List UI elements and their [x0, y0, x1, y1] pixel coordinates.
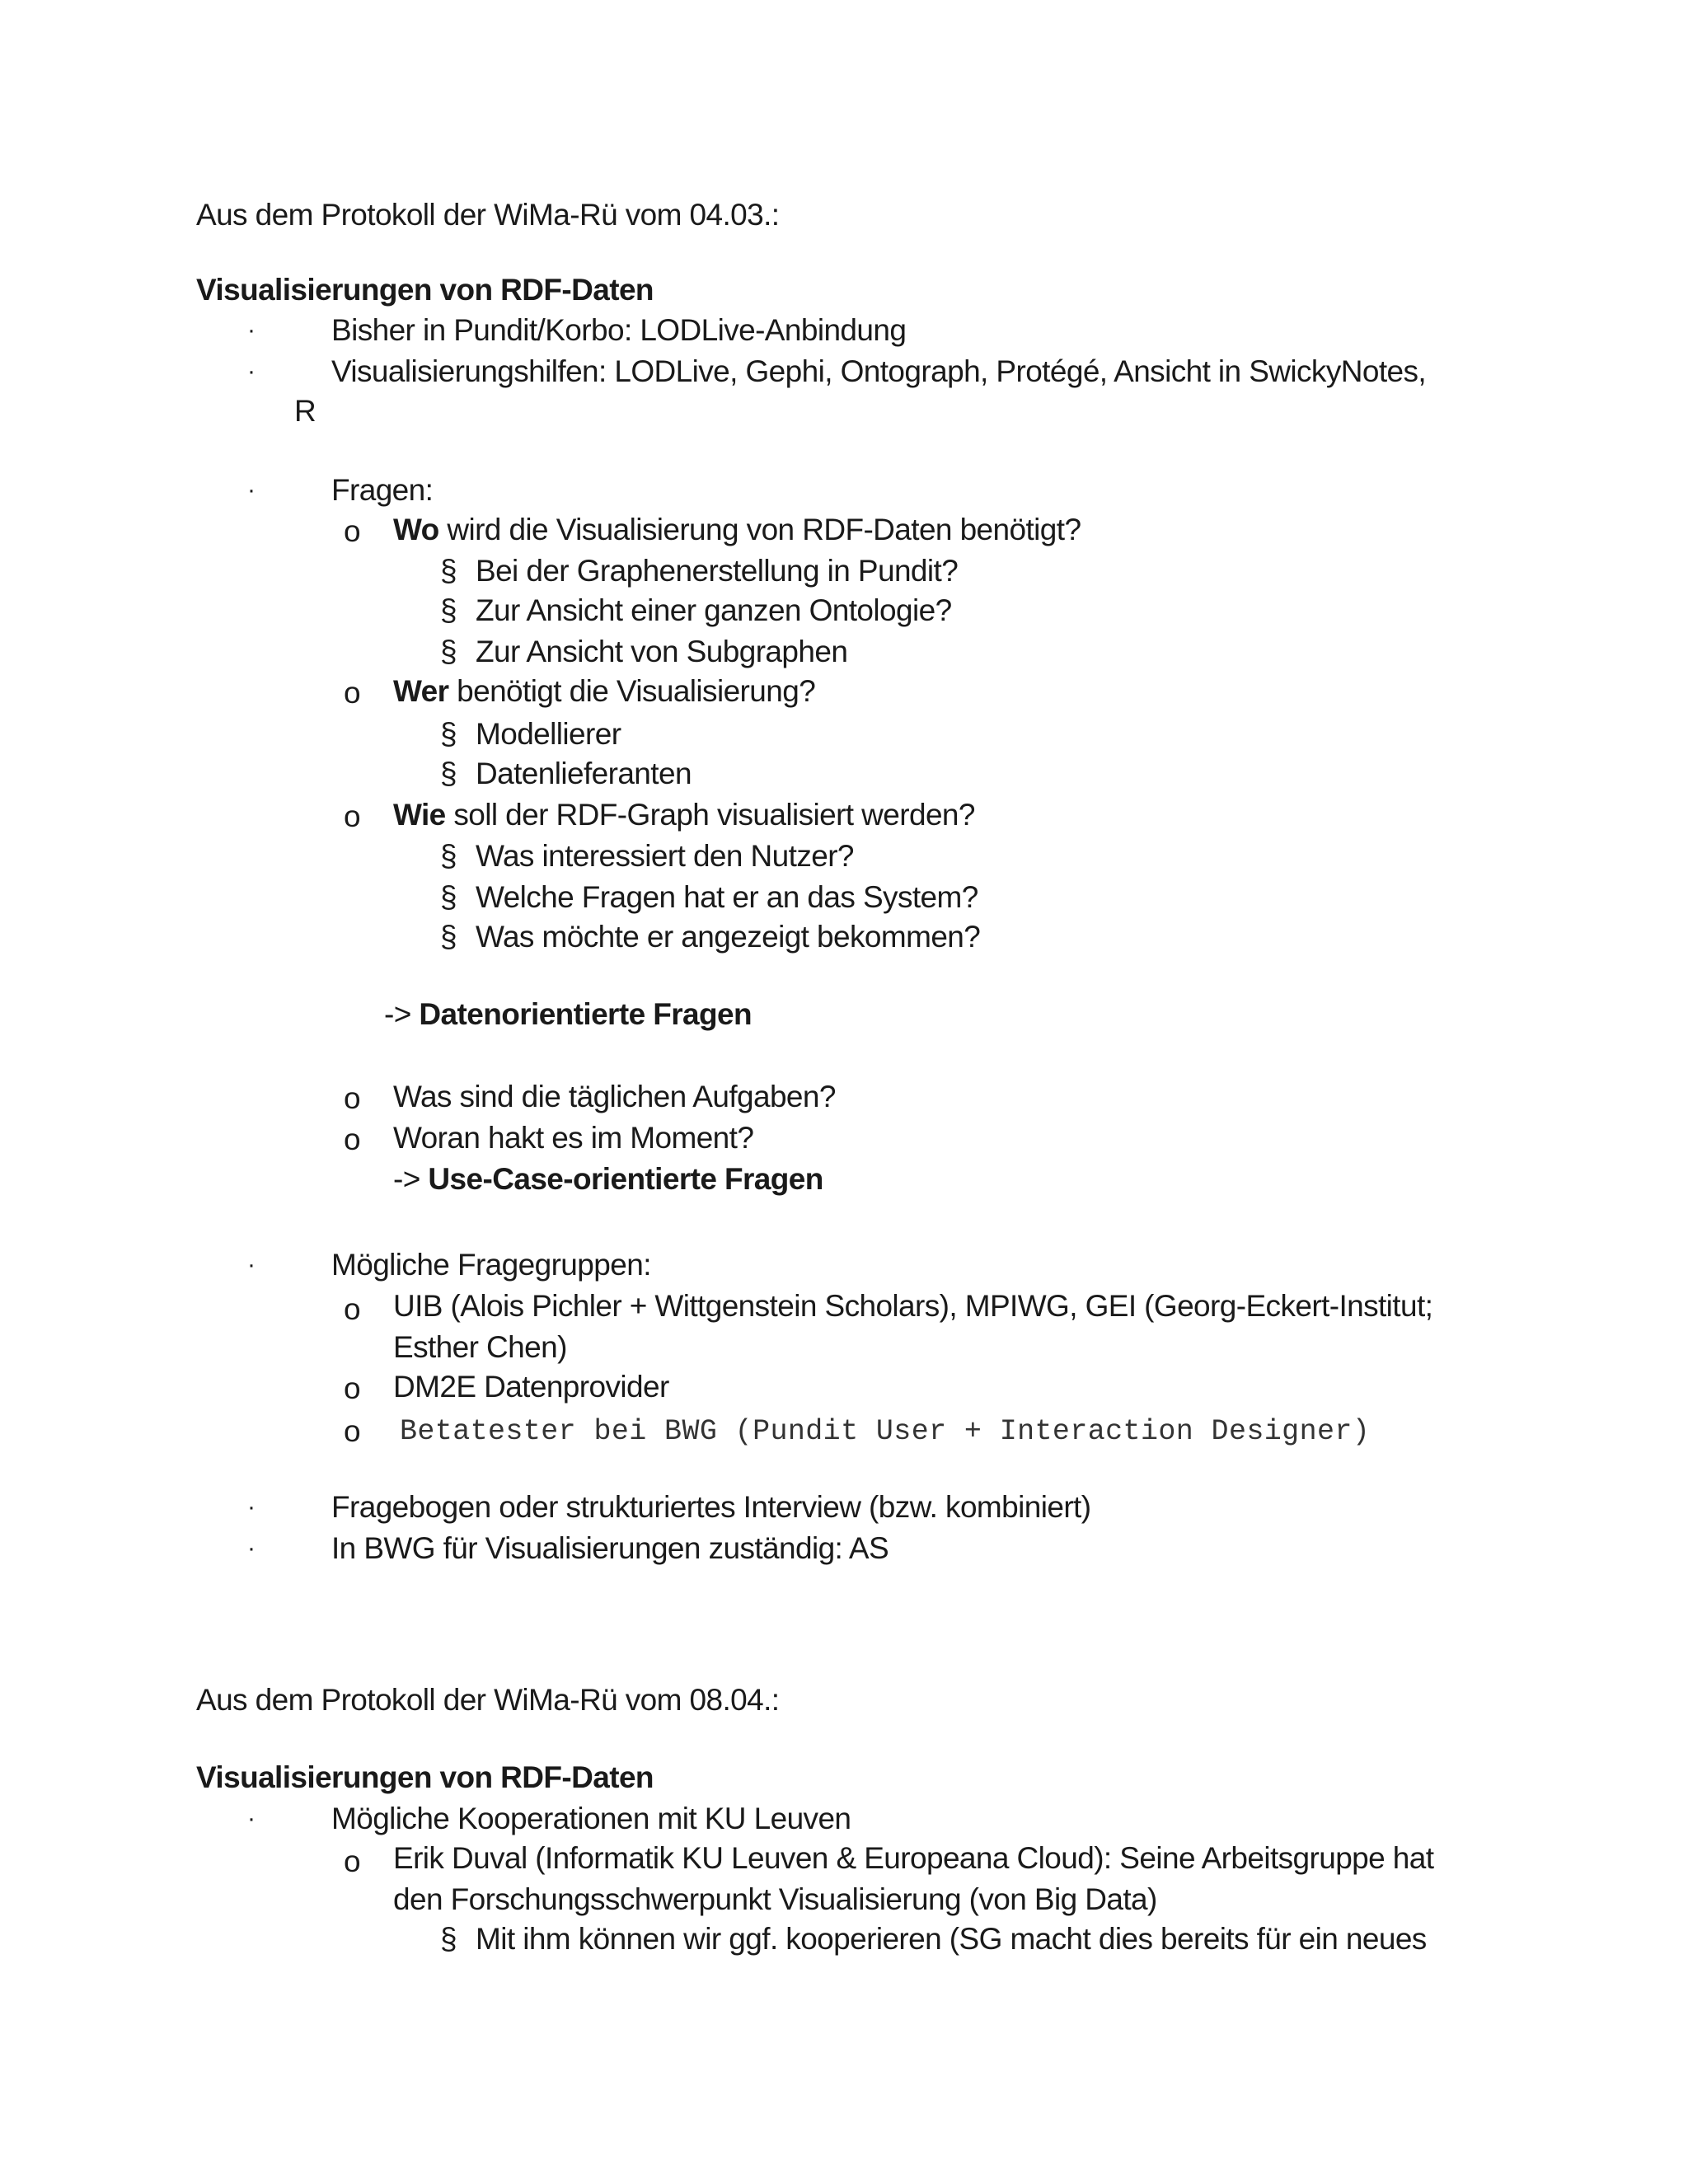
- list-item: Fragen:: [331, 473, 434, 507]
- list-item: DM2E Datenprovider: [393, 1370, 669, 1404]
- conclusion-datenorientiert: [384, 996, 752, 1033]
- list-item: Was möchte er angezeigt bekommen?: [476, 920, 981, 954]
- question-wie: [393, 796, 975, 834]
- conclusion-label: Datenorientierte Fragen: [419, 997, 752, 1031]
- section-marker: §: [440, 593, 457, 627]
- list-item: Welche Fragen hat er an das System?: [476, 880, 978, 914]
- bullet-marker: ·: [247, 1535, 256, 1562]
- circle-marker: o: [344, 1371, 361, 1405]
- list-item: In BWG für Visualisierungen zuständig: AS: [331, 1531, 889, 1565]
- circle-marker: o: [344, 1292, 361, 1326]
- list-item: Was sind die täglichen Aufgaben?: [393, 1080, 836, 1113]
- list-item: Woran hakt es im Moment?: [393, 1121, 754, 1155]
- conclusion-label: Use-Case-orientierte Fragen: [428, 1162, 823, 1196]
- list-item: Fragebogen oder strukturiertes Interview (bzw. kombiniert): [331, 1490, 1091, 1524]
- list-item-continuation: den Forschungsschwerpunkt Visualisierung (von Big Data): [393, 1882, 1157, 1916]
- list-item: Mögliche Kooperationen mit KU Leuven: [331, 1802, 851, 1835]
- question-text: benötigt die Visualisierung?: [448, 674, 816, 708]
- section-heading-1: Visualisierungen von RDF-Daten: [196, 273, 654, 307]
- list-item: Erik Duval (Informatik KU Leuven & Europeana Cloud): Seine Arbeitsgruppe hat: [393, 1841, 1434, 1875]
- question-text: soll der RDF-Graph visualisiert werden?: [445, 798, 975, 832]
- protocol-intro-2: Aus dem Protokoll der WiMa-Rü vom 08.04.:: [196, 1683, 780, 1717]
- circle-marker: o: [344, 1122, 361, 1156]
- question-keyword: Wer: [393, 674, 449, 708]
- list-item: Datenlieferanten: [476, 757, 692, 790]
- bullet-marker: ·: [247, 1251, 256, 1278]
- circle-marker: o: [344, 1081, 361, 1115]
- circle-marker: o: [344, 799, 361, 833]
- list-item: Zur Ansicht von Subgraphen: [476, 635, 848, 668]
- section-marker: §: [440, 839, 457, 873]
- circle-marker: o: [344, 1844, 361, 1878]
- list-item-continuation: R: [294, 394, 316, 428]
- list-item: Bisher in Pundit/Korbo: LODLive-Anbindung: [331, 313, 907, 347]
- list-item-continuation: Esther Chen): [393, 1330, 567, 1364]
- question-wer: [393, 673, 815, 710]
- list-item: Betatester bei BWG (Pundit User + Interaction Designer): [400, 1415, 1371, 1448]
- bullet-marker: ·: [247, 358, 256, 385]
- section-marker: §: [440, 635, 457, 668]
- question-keyword: Wie: [393, 798, 446, 832]
- bullet-marker: ·: [247, 1493, 256, 1521]
- bullet-marker: ·: [247, 1805, 256, 1832]
- section-marker: §: [440, 1922, 457, 1956]
- question-keyword: Wo: [393, 513, 439, 546]
- section-marker: §: [440, 554, 457, 588]
- circle-marker: o: [344, 676, 361, 710]
- question-wo: [393, 511, 1081, 549]
- list-item: UIB (Alois Pichler + Wittgenstein Scholars), MPIWG, GEI (Georg-Eckert-Institut;: [393, 1289, 1433, 1323]
- arrow-prefix: ->: [393, 1162, 429, 1196]
- list-item: Mit ihm können wir ggf. kooperieren (SG macht dies bereits für ein neues: [476, 1922, 1427, 1956]
- question-text: wird die Visualisierung von RDF-Daten benötigt?: [438, 513, 1081, 546]
- section-marker: §: [440, 880, 457, 914]
- arrow-prefix: ->: [384, 997, 420, 1031]
- circle-marker: o: [344, 514, 361, 548]
- list-item: Bei der Graphenerstellung in Pundit?: [476, 554, 959, 588]
- list-item: Was interessiert den Nutzer?: [476, 839, 854, 873]
- list-item: Visualisierungshilfen: LODLive, Gephi, Ontograph, Protégé, Ansicht in SwickyNotes,: [331, 354, 1427, 388]
- circle-marker: o: [344, 1414, 361, 1448]
- list-item: Mögliche Fragegruppen:: [331, 1248, 651, 1282]
- bullet-marker: ·: [247, 476, 256, 504]
- protocol-intro-1: Aus dem Protokoll der WiMa-Rü vom 04.03.:: [196, 198, 780, 232]
- section-marker: §: [440, 757, 457, 790]
- section-marker: §: [440, 717, 457, 751]
- conclusion-use-case: [393, 1160, 823, 1198]
- bullet-marker: ·: [247, 316, 256, 344]
- list-item: Modellierer: [476, 717, 621, 751]
- section-marker: §: [440, 920, 457, 954]
- section-heading-2: Visualisierungen von RDF-Daten: [196, 1760, 654, 1794]
- list-item: Zur Ansicht einer ganzen Ontologie?: [476, 593, 952, 627]
